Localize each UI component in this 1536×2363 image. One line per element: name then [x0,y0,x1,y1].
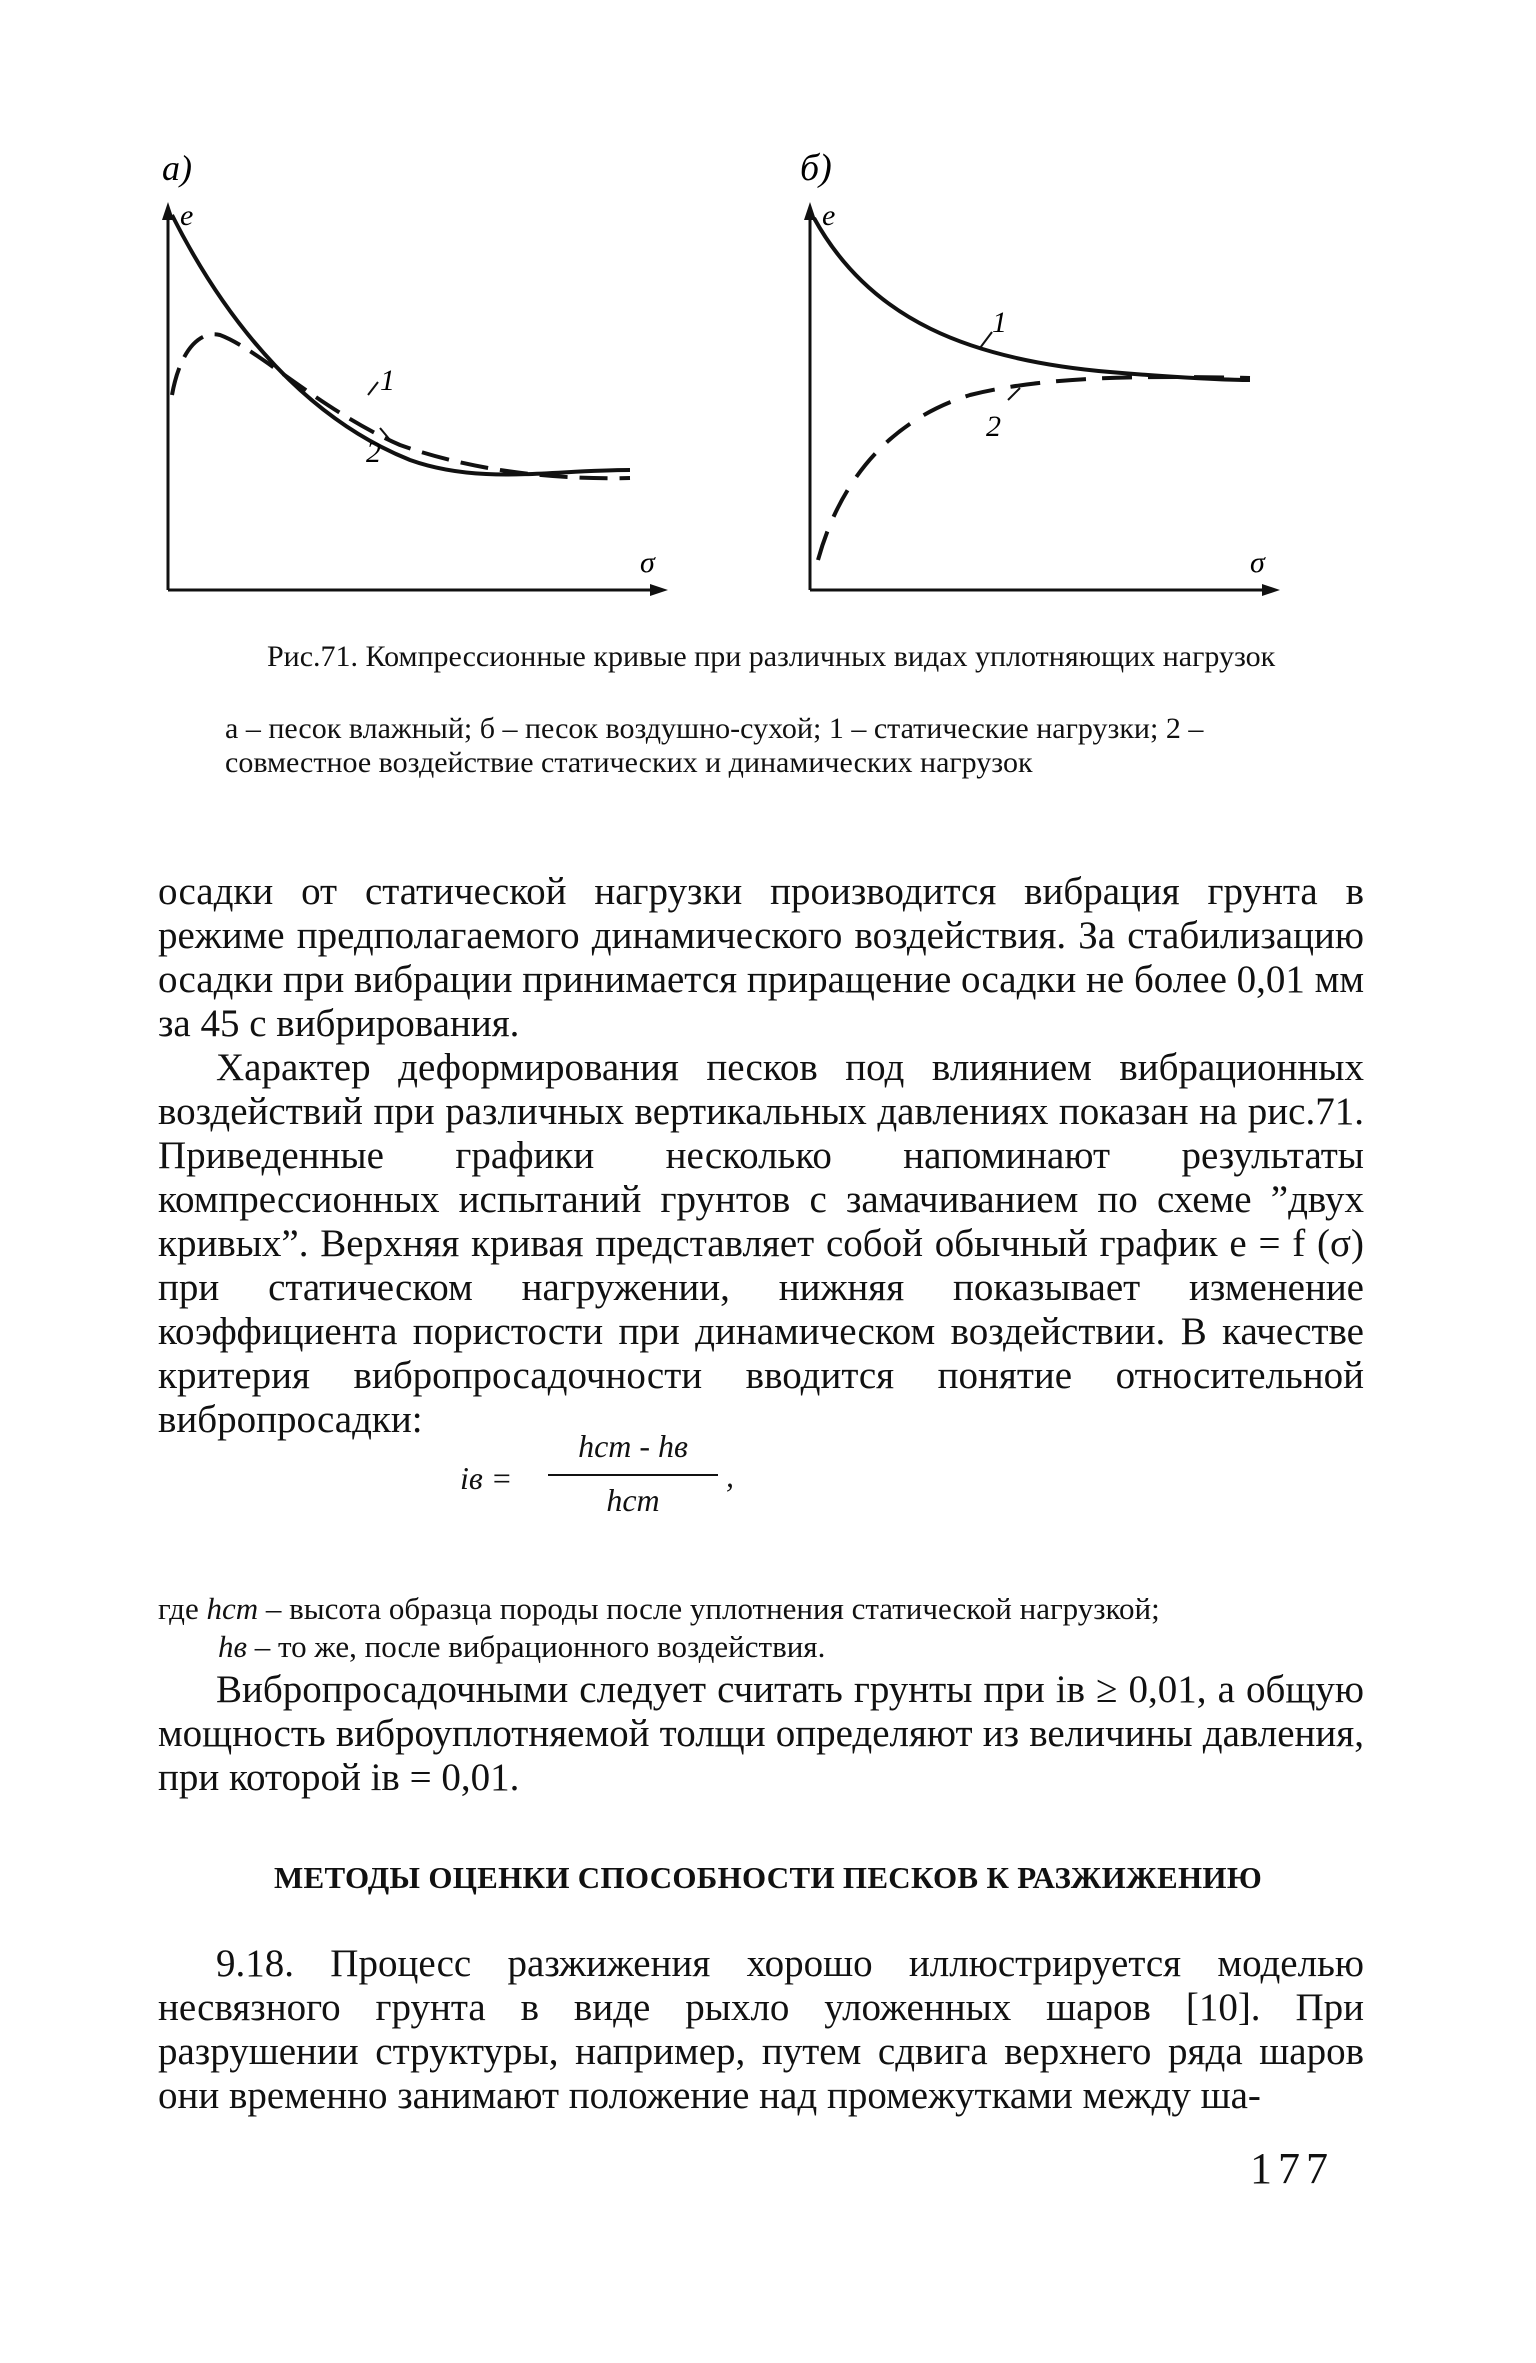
panel-a-curve-2-label: 2 [366,436,381,469]
panel-b [800,150,1280,596]
panel-a-leader-1 [368,382,378,395]
definition-text: – то же, после вибрационного воздействия. [254,1629,826,1664]
formula-relative-vibro-settlement [460,1428,760,1528]
formula-trail: , [726,1458,734,1494]
section-heading: МЕТОДЫ ОЦЕНКИ СПОСОБНОСТИ ПЕСКОВ К РАЗЖИЖЕНИЮ [273,1860,1263,1895]
panel-a-x-label: σ [640,546,655,579]
definition-symbol: hст [206,1591,259,1626]
panel-a-curve-1 [172,215,630,474]
panel-a-y-label: e [180,199,194,232]
panel-a-label: а) [162,150,192,188]
compression-curves-figure [150,150,1390,620]
paragraph-1: осадки от статической нагрузки производится вибрация грунта в режиме предполагаемого динамического воздействия. За стабилизацию осадки при вибрации принимается приращение осадки не более 0,01 мм за 45 с вибрирования. [158,870,1364,1045]
panel-b-label: б) [800,150,832,189]
formula-numerator: hст - hв [578,1428,688,1464]
figure-caption-legend: а – песок влажный; б – песок воздушно-сухой; 1 – статические нагрузки; 2 – совместное воздействие статических и динамических нагрузок [225,712,1204,779]
panel-b-leader-1 [980,332,992,348]
formula-fraction-bar [548,1474,718,1476]
paragraph-3: Вибропросадочными следует считать грунты при iв ≥ 0,01, а общую мощность виброуплотняемой толщи определяют из величины давления, при которой iв = 0,01. [158,1668,1364,1799]
panel-b-x-arrow-icon [1262,584,1280,596]
panel-b-curve-2 [818,377,1250,560]
panel-a [162,150,668,596]
definition-symbol: hв [218,1629,247,1664]
formula-lhs: iв = [460,1460,513,1496]
panel-b-x-label: σ [1250,546,1265,579]
panel-a-x-arrow-icon [650,584,668,596]
panel-b-curve-2-label: 2 [986,410,1001,443]
definition-row [158,1590,1364,1628]
paragraph-2: Характер деформирования песков под влиянием вибрационных воздействий при различных вертикальных давлениях показан на рис.71. Приведенные графики несколько напоминают результаты компрессионных испытаний грунтов с замачиванием по схеме ”двух кривых”. Верхняя кривая представляет собой обычный график e = f (σ) при статическом нагружении, нижняя показывает изменение коэффициента пористости при динамическом воздействии. В качестве критерия вибропросадочности вводится понятие относительной вибропросадки: [158,1046,1364,1441]
formula-denominator: hст [606,1482,660,1518]
panel-a-curve-1-label: 1 [380,364,395,397]
panel-b-curve-1 [814,218,1250,380]
definition-prefix: где [158,1591,199,1626]
page-number: 177 [1250,2144,1334,2193]
figure-71 [150,150,1390,620]
definition-row [158,1628,1364,1666]
panel-b-leader-2 [1008,388,1020,400]
paragraph-4: 9.18. Процесс разжижения хорошо иллюстрируется моделью несвязного грунта в виде рыхло уложенных шаров [10]. При разрушении структуры, например, путем сдвига верхнего ряда шаров они временно занимают положение над промежутками между ша- [158,1942,1364,2117]
panel-b-y-label: e [822,199,836,232]
symbol-definitions [158,1590,1364,1666]
definition-text: – высота образца породы после уплотнения статической нагрузкой; [265,1591,1160,1626]
panel-b-curve-1-label: 1 [992,306,1007,339]
figure-caption-title: Рис.71. Компрессионные кривые при различных видах уплотняющих нагрузок [267,640,1276,673]
panel-b-y-arrow-icon [804,202,816,220]
